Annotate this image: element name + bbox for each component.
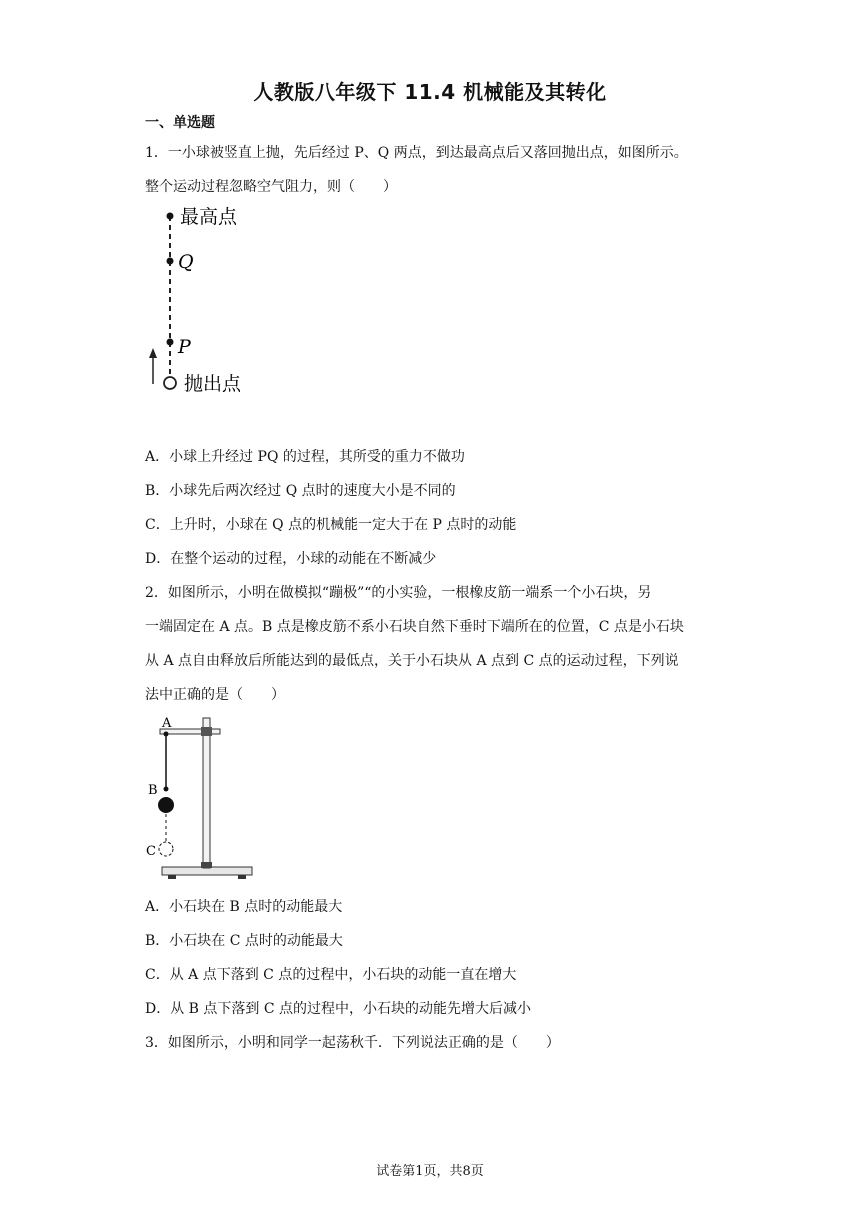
q2-option-c: C．从 A 点下落到 C 点的过程中，小石块的动能一直在增大 [145, 967, 517, 983]
q2-option-d: D．从 B 点下落到 C 点的过程中，小石块的动能先增大后减小 [145, 1001, 532, 1017]
q1-label-start: 抛出点 [184, 373, 242, 395]
q1-option-d: D．在整个运动的过程，小球的动能在不断减少 [145, 551, 437, 567]
q1-line1: 1．一小球被竖直上抛，先后经过 P、Q 两点，到达最高点后又落回抛出点，如图所示。 [145, 145, 688, 161]
q2-figure [140, 710, 265, 885]
q2-line3: 从 A 点自由释放后所能达到的最低点，关于小石块从 A 点到 C 点的运动过程，下列说 [145, 653, 679, 669]
q2-stand-pole [203, 718, 210, 868]
q1-up-arrow-head [149, 348, 157, 358]
q1-option-b: B．小球先后两次经过 Q 点时的速度大小是不同的 [145, 483, 456, 499]
q2-label-a: A [162, 716, 172, 731]
q1-option-a: A．小球上升经过 PQ 的过程，其所受的重力不做功 [145, 449, 465, 465]
q1-point-top [167, 213, 174, 220]
q2-line1: 2．如图所示，小明在做模拟“蹦极”“的小实验，一根橡皮筋一端系一个小石块，另 [145, 585, 652, 601]
q2-label-b: B [148, 783, 158, 798]
q2-line2: 一端固定在 A 点。B 点是橡皮筋不系小石块自然下垂时下端所在的位置，C 点是小石块 [145, 619, 684, 635]
q1-option-c: C．上升时，小球在 Q 点的机械能一定大于在 P 点时的动能 [145, 517, 517, 533]
q2-point-b [164, 787, 169, 792]
q2-label-c: C [146, 844, 156, 859]
q2-clamp [201, 727, 212, 736]
page-title: 人教版八年级下 11.4 机械能及其转化 [253, 80, 607, 104]
q2-option-b: B．小石块在 C 点时的动能最大 [145, 933, 343, 949]
q2-option-a: A．小石块在 B 点时的动能最大 [145, 899, 343, 915]
page-footer: 试卷第1页，共8页 [376, 1164, 484, 1179]
section-heading: 一、单选题 [145, 115, 215, 131]
q1-ball [164, 377, 176, 389]
q3-line1: 3．如图所示，小明和同学一起荡秋千．下列说法正确的是（ ） [145, 1035, 560, 1051]
q1-point-q [167, 258, 174, 265]
q2-stand-foot-right [238, 875, 246, 879]
q2-stone [158, 797, 174, 813]
q2-line4: 法中正确的是（ ） [145, 687, 285, 703]
q1-label-p: P [178, 336, 191, 358]
q1-line2: 整个运动过程忽略空气阻力，则（ ） [145, 179, 397, 195]
q1-point-p [167, 339, 174, 346]
q1-figure [140, 200, 280, 400]
q2-point-a [164, 732, 169, 737]
q2-point-c-ghost [159, 842, 173, 856]
q2-pole-joint [201, 862, 212, 868]
q2-stand-foot-left [168, 875, 176, 879]
q1-label-top: 最高点 [180, 206, 238, 228]
q1-label-q: Q [178, 251, 194, 273]
